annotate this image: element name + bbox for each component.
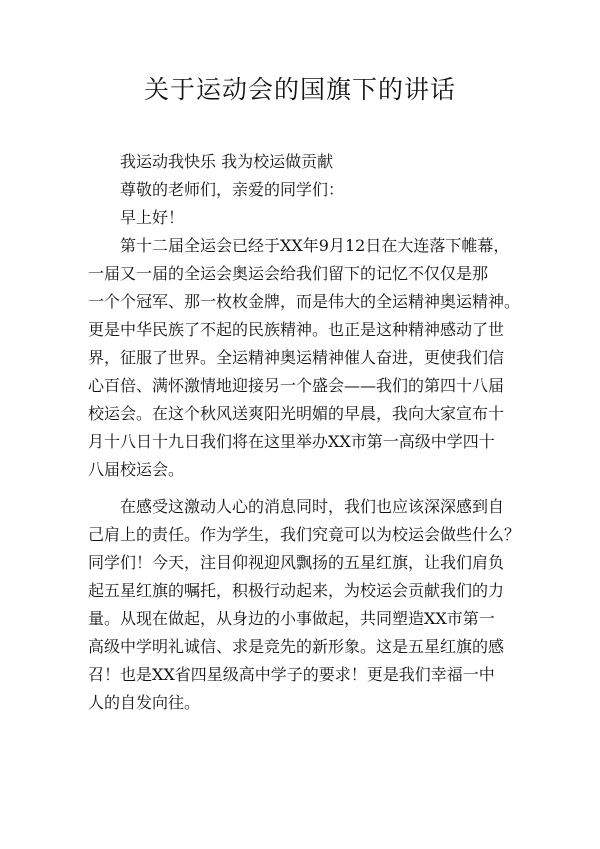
paragraph-line: 八届校运会。 [88,460,185,479]
paragraph-line: 一届又一届的全运会奥运会给我们留下的记忆不仅仅是那 [88,264,489,283]
speech-subtitle: 我运动我快乐 我为校运做贡献 [120,152,334,171]
paragraph-line: 起五星红旗的嘱托，积极行动起来，为校运会贡献我们的力 [88,581,505,600]
greeting: 早上好！ [120,208,185,227]
paragraph-line: 第十二届全运会已经于XX年9月12日在大连落下帷幕， [120,236,510,255]
paragraph-2 [88,493,521,717]
paragraph-line: 量。从现在做起，从身边的小事做起，共同塑造XX市第一 [88,609,495,628]
page-title: 关于运动会的国旗下的讲话 [143,75,456,104]
paragraph-line: 一个个冠军、那一枚枚金牌，而是伟大的全运精神奥运精神。 [88,292,521,311]
paragraph-line: 人的自发向往。 [88,693,201,712]
paragraph-line: 月十八日十九日我们将在这里举办XX市第一高级中学四十 [88,432,495,451]
paragraph-line: 己肩上的责任。作为学生，我们究竟可以为校运会做些什么？ [88,525,521,544]
paragraph-line: 界，征服了世界。全运精神奥运精神催人奋进，更使我们信 [88,348,505,367]
paragraph-gap [88,484,512,493]
paragraph-line: 在感受这激动人心的消息同时，我们也应该深深感到自 [120,497,505,516]
paragraph-1 [88,232,521,484]
salutation: 尊敬的老师们，亲爱的同学们： [120,180,345,199]
paragraph-line: 同学们！今天，注目仰视迎风飘扬的五星红旗，让我们肩负 [88,553,505,572]
paragraph-line: 心百倍、满怀激情地迎接另一个盛会——我们的第四十八届 [88,376,505,395]
paragraph-line: 更是中华民族了不起的民族精神。也正是这种精神感动了世 [88,320,505,339]
paragraph-line: 高级中学明礼诚信、求是竞先的新形象。这是五星红旗的感 [88,637,505,656]
paragraph-line: 召！也是XX省四星级高中学子的要求！更是我们幸福一中 [88,665,495,684]
paragraph-line: 校运会。在这个秋风送爽阳光明媚的早晨，我向大家宣布十 [88,404,505,423]
